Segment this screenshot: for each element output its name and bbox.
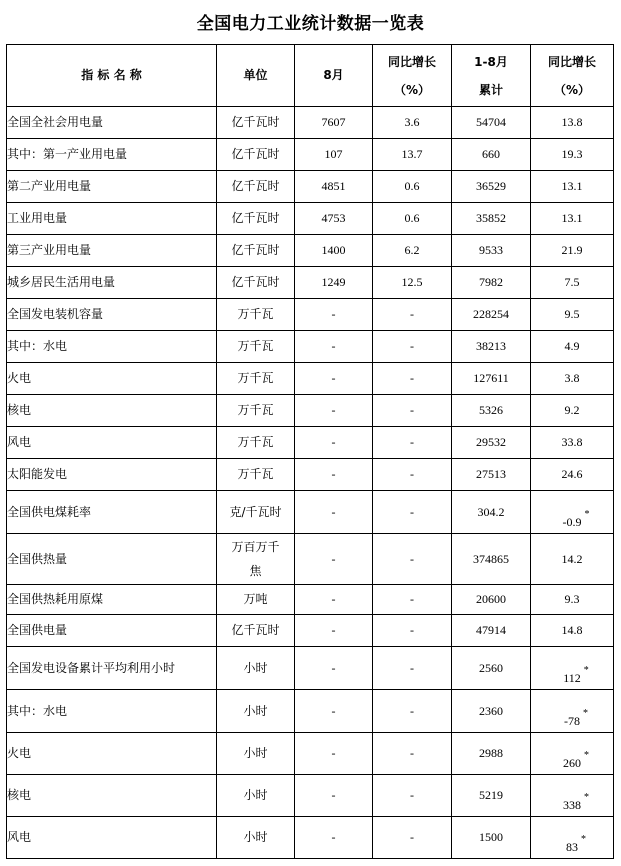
row-unit: 小时 — [217, 775, 295, 817]
row-cumyoy — [531, 363, 614, 395]
row-cumyoy-value — [562, 435, 583, 449]
row-cumyoy-text: 9.2 — [564, 403, 580, 418]
row-cumyoy-text: 13.8 — [561, 115, 583, 130]
table-row — [7, 395, 614, 427]
row-unit: 万千瓦 — [217, 427, 295, 459]
row-cumyoy — [531, 585, 614, 615]
row-name: 风电 — [7, 817, 217, 859]
row-yoy: - — [373, 733, 452, 775]
row-unit: 小时 — [217, 647, 295, 690]
row-cumyoy-value — [563, 791, 589, 812]
table-row — [7, 817, 614, 859]
table-row — [7, 427, 614, 459]
table-row — [7, 267, 614, 299]
header-yoy-line1: 同比增长 — [387, 54, 436, 69]
row-unit: 小时 — [217, 817, 295, 859]
row-month: - — [295, 585, 373, 615]
row-unit: 亿千瓦时 — [217, 107, 295, 139]
row-cumyoy-text: 21.9 — [561, 243, 583, 258]
row-name: 全国发电装机容量 — [7, 299, 217, 331]
row-cumyoy — [531, 459, 614, 491]
row-cumyoy-value — [564, 707, 588, 728]
row-cumyoy-text: 13.1 — [561, 211, 583, 226]
asterisk-note: * — [583, 664, 589, 676]
statistics-table — [6, 44, 614, 859]
row-month: - — [295, 733, 373, 775]
row-cum: 35852 — [452, 203, 531, 235]
row-cum: 304.2 — [452, 491, 531, 534]
row-cumyoy-text: 338 — [563, 797, 581, 812]
row-unit-line2: 焦 — [249, 564, 262, 578]
row-cum: 228254 — [452, 299, 531, 331]
row-cumyoy-value — [562, 467, 583, 481]
row-cumyoy-text: -78 — [564, 713, 580, 728]
row-cumyoy — [531, 299, 614, 331]
row-cumyoy — [531, 647, 614, 690]
row-name: 太阳能发电 — [7, 459, 217, 491]
row-month: - — [295, 615, 373, 647]
row-yoy: 12.5 — [373, 267, 452, 299]
row-cumyoy-value — [566, 833, 586, 854]
row-cumyoy-text: 13.1 — [561, 179, 583, 194]
row-unit: 万千瓦 — [217, 331, 295, 363]
row-name: 全国供电煤耗率 — [7, 491, 217, 534]
row-unit: 亿千瓦时 — [217, 235, 295, 267]
table-row — [7, 534, 614, 585]
row-name: 风电 — [7, 427, 217, 459]
row-cumyoy-value — [562, 115, 583, 129]
row-month: 107 — [295, 139, 373, 171]
row-cumyoy-value — [565, 275, 580, 289]
row-cum: 27513 — [452, 459, 531, 491]
row-yoy: - — [373, 331, 452, 363]
row-month: - — [295, 299, 373, 331]
header-cumyoy — [531, 45, 614, 107]
row-yoy: - — [373, 585, 452, 615]
row-yoy: - — [373, 534, 452, 585]
row-cumyoy-value — [562, 552, 583, 566]
asterisk-note: * — [583, 707, 588, 719]
table-row — [7, 775, 614, 817]
table-row — [7, 107, 614, 139]
header-month: 8月 — [295, 45, 373, 107]
row-month: - — [295, 690, 373, 733]
row-cum: 660 — [452, 139, 531, 171]
row-month: 4851 — [295, 171, 373, 203]
row-cumyoy — [531, 395, 614, 427]
row-month: 1249 — [295, 267, 373, 299]
row-unit: 克/千瓦时 — [217, 491, 295, 534]
header-cum-line2: 累计 — [478, 82, 503, 97]
row-cumyoy-text: -0.9 — [562, 514, 582, 529]
table-row — [7, 585, 614, 615]
row-cum: 2988 — [452, 733, 531, 775]
row-yoy: 6.2 — [373, 235, 452, 267]
row-unit: 万千瓦 — [217, 459, 295, 491]
table-body — [7, 107, 614, 859]
row-month: 1400 — [295, 235, 373, 267]
row-unit: 亿千瓦时 — [217, 171, 295, 203]
row-name: 核电 — [7, 395, 217, 427]
row-name: 其中：水电 — [7, 690, 217, 733]
row-name: 火电 — [7, 733, 217, 775]
row-cumyoy — [531, 534, 614, 585]
row-cumyoy — [531, 139, 614, 171]
row-yoy: - — [373, 491, 452, 534]
asterisk-note: * — [584, 749, 589, 761]
table-row — [7, 171, 614, 203]
row-cumyoy-value — [562, 508, 590, 529]
row-month: - — [295, 363, 373, 395]
row-cum: 54704 — [452, 107, 531, 139]
row-unit: 亿千瓦时 — [217, 139, 295, 171]
page-title: 全国电力工业统计数据一览表 — [196, 14, 425, 34]
row-yoy: - — [373, 427, 452, 459]
row-cum: 374865 — [452, 534, 531, 585]
row-cum: 47914 — [452, 615, 531, 647]
row-cumyoy — [531, 615, 614, 647]
row-month: - — [295, 459, 373, 491]
row-unit: 亿千瓦时 — [217, 203, 295, 235]
row-cumyoy — [531, 171, 614, 203]
row-name: 全国供电量 — [7, 615, 217, 647]
row-cum: 38213 — [452, 331, 531, 363]
table-row — [7, 459, 614, 491]
row-unit — [217, 534, 295, 585]
row-cumyoy-text: 4.9 — [564, 339, 580, 354]
row-cumyoy — [531, 235, 614, 267]
row-cumyoy-value — [565, 307, 580, 321]
row-cumyoy — [531, 267, 614, 299]
row-yoy: - — [373, 395, 452, 427]
table-row — [7, 733, 614, 775]
row-cumyoy-text: 260 — [563, 755, 581, 770]
row-cumyoy — [531, 427, 614, 459]
row-yoy: 0.6 — [373, 203, 452, 235]
row-yoy: - — [373, 615, 452, 647]
table-row — [7, 203, 614, 235]
row-cum: 2560 — [452, 647, 531, 690]
asterisk-note: * — [584, 791, 589, 803]
row-name: 火电 — [7, 363, 217, 395]
row-unit: 亿千瓦时 — [217, 615, 295, 647]
row-name: 城乡居民生活用电量 — [7, 267, 217, 299]
row-cumyoy — [531, 331, 614, 363]
table-row — [7, 139, 614, 171]
row-cum: 36529 — [452, 171, 531, 203]
table-row — [7, 235, 614, 267]
header-cum-line1: 1-8月 — [474, 54, 508, 69]
row-cumyoy-text: 3.8 — [564, 371, 580, 386]
row-cumyoy-text: 7.5 — [564, 275, 580, 290]
row-unit: 小时 — [217, 733, 295, 775]
row-yoy: - — [373, 459, 452, 491]
row-yoy: 3.6 — [373, 107, 452, 139]
row-yoy: 0.6 — [373, 171, 452, 203]
row-yoy: - — [373, 817, 452, 859]
asterisk-note: * — [584, 508, 590, 520]
header-yoy — [373, 45, 452, 107]
row-name: 其中：水电 — [7, 331, 217, 363]
row-cum: 20600 — [452, 585, 531, 615]
row-cumyoy-value — [565, 339, 580, 353]
row-name: 全国发电设备累计平均利用小时 — [7, 647, 217, 690]
row-yoy: - — [373, 775, 452, 817]
row-cum: 127611 — [452, 363, 531, 395]
row-name: 工业用电量 — [7, 203, 217, 235]
row-cumyoy-text: 9.3 — [564, 592, 580, 607]
row-cumyoy-value — [565, 403, 580, 417]
row-name: 全国供热耗用原煤 — [7, 585, 217, 615]
row-cumyoy — [531, 775, 614, 817]
row-name: 全国供热量 — [7, 534, 217, 585]
row-cum: 2360 — [452, 690, 531, 733]
row-cumyoy-value — [562, 243, 583, 257]
row-cum: 5219 — [452, 775, 531, 817]
row-unit-line1: 万百万千 — [231, 540, 280, 554]
row-month: - — [295, 775, 373, 817]
row-month: 7607 — [295, 107, 373, 139]
row-month: - — [295, 331, 373, 363]
row-cum: 7982 — [452, 267, 531, 299]
row-cumyoy-text: 14.8 — [561, 623, 583, 638]
header-row — [7, 45, 614, 107]
table-row — [7, 331, 614, 363]
row-cumyoy-text: 83 — [566, 839, 578, 854]
row-cumyoy-value — [563, 749, 589, 770]
row-yoy: - — [373, 647, 452, 690]
row-month: - — [295, 427, 373, 459]
row-yoy: - — [373, 690, 452, 733]
row-cumyoy — [531, 203, 614, 235]
asterisk-note: * — [581, 833, 586, 845]
row-month: - — [295, 534, 373, 585]
row-month: - — [295, 395, 373, 427]
row-month: 4753 — [295, 203, 373, 235]
row-cumyoy-text: 24.6 — [561, 467, 583, 482]
row-cumyoy-text: 9.5 — [564, 307, 580, 322]
row-name: 第二产业用电量 — [7, 171, 217, 203]
row-unit: 万千瓦 — [217, 299, 295, 331]
row-cumyoy — [531, 491, 614, 534]
row-unit: 小时 — [217, 690, 295, 733]
row-unit: 万吨 — [217, 585, 295, 615]
table-row — [7, 299, 614, 331]
row-cumyoy-value — [565, 371, 580, 385]
table-row — [7, 491, 614, 534]
row-name: 其中：第一产业用电量 — [7, 139, 217, 171]
row-cumyoy-value — [562, 179, 583, 193]
row-cumyoy-value — [562, 623, 583, 637]
table-row — [7, 363, 614, 395]
row-cumyoy-text: 112 — [563, 670, 581, 685]
header-cumyoy-line1: 同比增长 — [547, 54, 596, 69]
header-unit: 单位 — [217, 45, 295, 107]
row-name: 核电 — [7, 775, 217, 817]
row-cumyoy-value — [562, 211, 583, 225]
table-row — [7, 615, 614, 647]
row-cum: 5326 — [452, 395, 531, 427]
row-cumyoy — [531, 107, 614, 139]
row-month: - — [295, 647, 373, 690]
row-name: 全国全社会用电量 — [7, 107, 217, 139]
row-yoy: - — [373, 363, 452, 395]
row-cumyoy — [531, 690, 614, 733]
header-yoy-line2: （%） — [393, 82, 431, 97]
row-cumyoy-value — [562, 147, 583, 161]
header-cumyoy-line2: （%） — [553, 82, 591, 97]
row-yoy: - — [373, 299, 452, 331]
header-name: 指 标 名 称 — [7, 45, 217, 107]
row-month: - — [295, 491, 373, 534]
row-unit: 万千瓦 — [217, 363, 295, 395]
row-cumyoy-value — [563, 664, 589, 685]
row-cumyoy-text: 19.3 — [561, 147, 583, 162]
row-cumyoy — [531, 817, 614, 859]
header-cum — [452, 45, 531, 107]
row-unit: 万千瓦 — [217, 395, 295, 427]
row-unit: 亿千瓦时 — [217, 267, 295, 299]
table-row — [7, 647, 614, 690]
row-cumyoy — [531, 733, 614, 775]
row-cum: 29532 — [452, 427, 531, 459]
row-cum: 1500 — [452, 817, 531, 859]
row-cumyoy-value — [565, 592, 580, 606]
row-cumyoy-text: 14.2 — [561, 551, 583, 566]
row-cumyoy-text: 33.8 — [561, 435, 583, 450]
table-row — [7, 690, 614, 733]
row-name: 第三产业用电量 — [7, 235, 217, 267]
row-yoy: 13.7 — [373, 139, 452, 171]
row-cum: 9533 — [452, 235, 531, 267]
row-month: - — [295, 817, 373, 859]
